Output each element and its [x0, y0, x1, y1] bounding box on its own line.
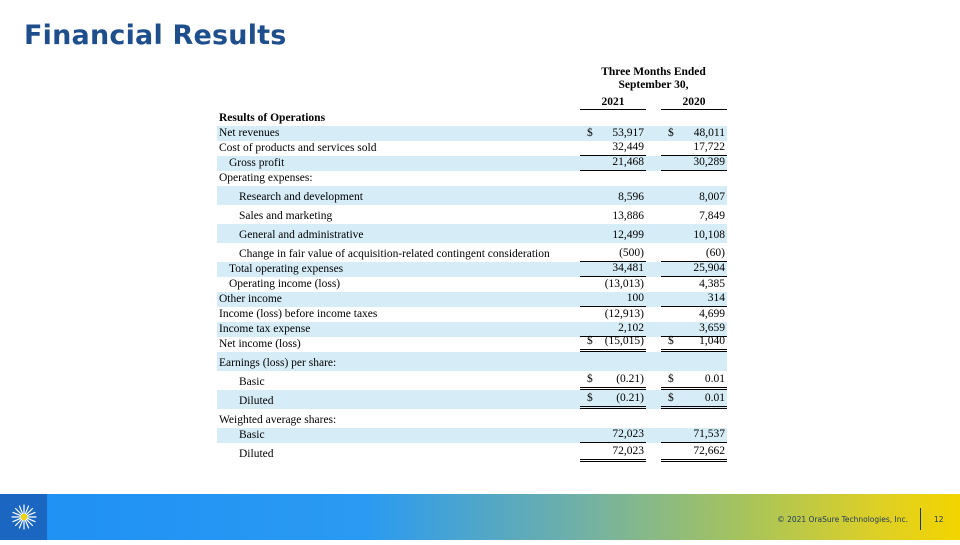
table-row	[217, 322, 727, 337]
cell-value: 12,499	[612, 229, 644, 241]
value-cell-2020	[661, 243, 727, 262]
row-label: Net revenues	[219, 127, 280, 139]
currency-symbol: $	[668, 392, 674, 404]
cell-value: 72,662	[693, 445, 725, 457]
cell-value: 100	[626, 292, 644, 304]
row-label: Operating expenses:	[219, 172, 313, 184]
row-label: Other income	[219, 293, 282, 305]
cell-value: 53,917	[612, 127, 644, 139]
cell-value: 34,481	[612, 262, 644, 274]
cell-value: (13,013)	[604, 278, 644, 290]
row-label: Change in fair value of acquisition-related contingent consideration	[239, 248, 550, 260]
table-row	[217, 243, 727, 262]
value-cell-2021	[580, 186, 646, 205]
table-header	[217, 66, 727, 111]
value-cell-2020	[661, 277, 727, 292]
table-row	[217, 371, 727, 390]
table-row	[217, 307, 727, 322]
cell-value: 13,886	[612, 210, 644, 222]
row-label: General and administrative	[239, 229, 364, 241]
value-cell-2021	[580, 443, 646, 462]
cell-value: (0.21)	[616, 373, 644, 385]
value-cell-2020	[661, 186, 727, 205]
value-cell-2020	[661, 126, 727, 141]
table-row	[217, 292, 727, 307]
cell-value: 30,289	[693, 156, 725, 168]
value-cell-2020	[661, 337, 727, 352]
row-label: Operating income (loss)	[229, 278, 341, 290]
value-cell-2021	[580, 337, 646, 352]
cell-value: 314	[707, 292, 725, 304]
table-row	[217, 337, 727, 352]
cell-value: 8,596	[618, 191, 644, 203]
cell-value: 1,040	[699, 335, 725, 347]
year-header-2020: 2020	[661, 95, 727, 110]
row-label: Weighted average shares:	[219, 414, 337, 426]
row-label: Earnings (loss) per share:	[219, 357, 337, 369]
currency-symbol: $	[587, 335, 593, 347]
value-cell-2020	[661, 428, 727, 443]
cell-value: 21,468	[612, 156, 644, 168]
value-cell-2021	[580, 126, 646, 141]
value-cell-2021	[580, 262, 646, 277]
cell-value: 71,537	[693, 428, 725, 440]
row-label: Research and development	[239, 191, 363, 203]
table-row	[217, 171, 727, 186]
table-row	[217, 390, 727, 409]
page-number: 12	[934, 515, 944, 524]
row-label: Diluted	[239, 448, 274, 460]
cell-value: 72,023	[612, 445, 644, 457]
value-cell-2020	[661, 371, 727, 390]
income-statement-table	[217, 66, 727, 462]
cell-value: 25,904	[693, 262, 725, 274]
cell-value: 17,722	[693, 141, 725, 153]
table-row	[217, 111, 727, 126]
row-label: Basic	[239, 429, 265, 441]
company-logo	[0, 494, 47, 540]
table-row	[217, 205, 727, 224]
cell-value: (60)	[705, 247, 725, 259]
table-row	[217, 277, 727, 292]
value-cell-2021	[580, 156, 646, 171]
value-cell-2021	[580, 141, 646, 156]
table-row	[217, 186, 727, 205]
table-row	[217, 409, 727, 428]
cell-value: (500)	[619, 247, 644, 259]
currency-symbol: $	[587, 373, 593, 385]
value-cell-2021	[580, 205, 646, 224]
row-label: Income (loss) before income taxes	[219, 308, 378, 320]
currency-symbol: $	[668, 373, 674, 385]
value-cell-2021	[580, 277, 646, 292]
currency-symbol: $	[587, 392, 593, 404]
slide-title: Financial Results	[24, 20, 287, 51]
table-row	[217, 224, 727, 243]
value-cell-2021	[580, 243, 646, 262]
value-cell-2020	[661, 292, 727, 307]
value-cell-2021	[580, 428, 646, 443]
cell-value: (0.21)	[616, 392, 644, 404]
row-label: Gross profit	[229, 157, 285, 169]
value-cell-2020	[661, 390, 727, 409]
table-row	[217, 141, 727, 156]
row-label: Total operating expenses	[229, 263, 344, 275]
row-label: Sales and marketing	[239, 210, 333, 222]
cell-value: 4,385	[699, 278, 725, 290]
value-cell-2020	[661, 156, 727, 171]
cell-value: 3,659	[699, 322, 725, 334]
table-row	[217, 443, 727, 462]
row-label: Basic	[239, 376, 265, 388]
currency-symbol: $	[668, 127, 674, 139]
row-label: Income tax expense	[219, 323, 311, 335]
cell-value: 0.01	[704, 373, 725, 385]
cell-value: 72,023	[612, 428, 644, 440]
table-row	[217, 262, 727, 277]
value-cell-2021	[580, 371, 646, 390]
cell-value: (15,015)	[604, 335, 644, 347]
row-label: Cost of products and services sold	[219, 142, 377, 154]
cell-value: 7,849	[699, 210, 725, 222]
cell-value: 48,011	[693, 127, 725, 139]
cell-value: 2,102	[618, 322, 644, 334]
table-body	[217, 111, 727, 462]
value-cell-2020	[661, 205, 727, 224]
cell-value: (12,913)	[604, 308, 644, 320]
row-label: Diluted	[239, 395, 274, 407]
period-header	[580, 66, 727, 92]
table-row	[217, 352, 727, 371]
currency-symbol: $	[587, 127, 593, 139]
cell-value: 32,449	[612, 141, 644, 153]
value-cell-2021	[580, 224, 646, 243]
cell-value: 0.01	[704, 392, 725, 404]
row-label: Net income (loss)	[219, 338, 301, 350]
value-cell-2020	[661, 307, 727, 322]
starburst-logo-icon	[0, 494, 47, 540]
cell-value: 10,108	[693, 229, 725, 241]
row-label: Results of Operations	[219, 112, 326, 124]
table-row	[217, 126, 727, 141]
table-row	[217, 428, 727, 443]
copyright-text: © 2021 OraSure Technologies, Inc.	[777, 515, 908, 524]
value-cell-2021	[580, 292, 646, 307]
period-line-1: Three Months Ended	[601, 66, 706, 78]
period-line-2: September 30,	[618, 79, 689, 91]
value-cell-2021	[580, 307, 646, 322]
value-cell-2020	[661, 443, 727, 462]
value-cell-2020	[661, 141, 727, 156]
value-cell-2021	[580, 390, 646, 409]
value-cell-2020	[661, 224, 727, 243]
footer-divider	[920, 508, 921, 530]
year-header-2021: 2021	[580, 95, 646, 110]
currency-symbol: $	[668, 335, 674, 347]
value-cell-2020	[661, 262, 727, 277]
cell-value: 8,007	[699, 191, 725, 203]
cell-value: 4,699	[699, 308, 725, 320]
table-row	[217, 156, 727, 171]
